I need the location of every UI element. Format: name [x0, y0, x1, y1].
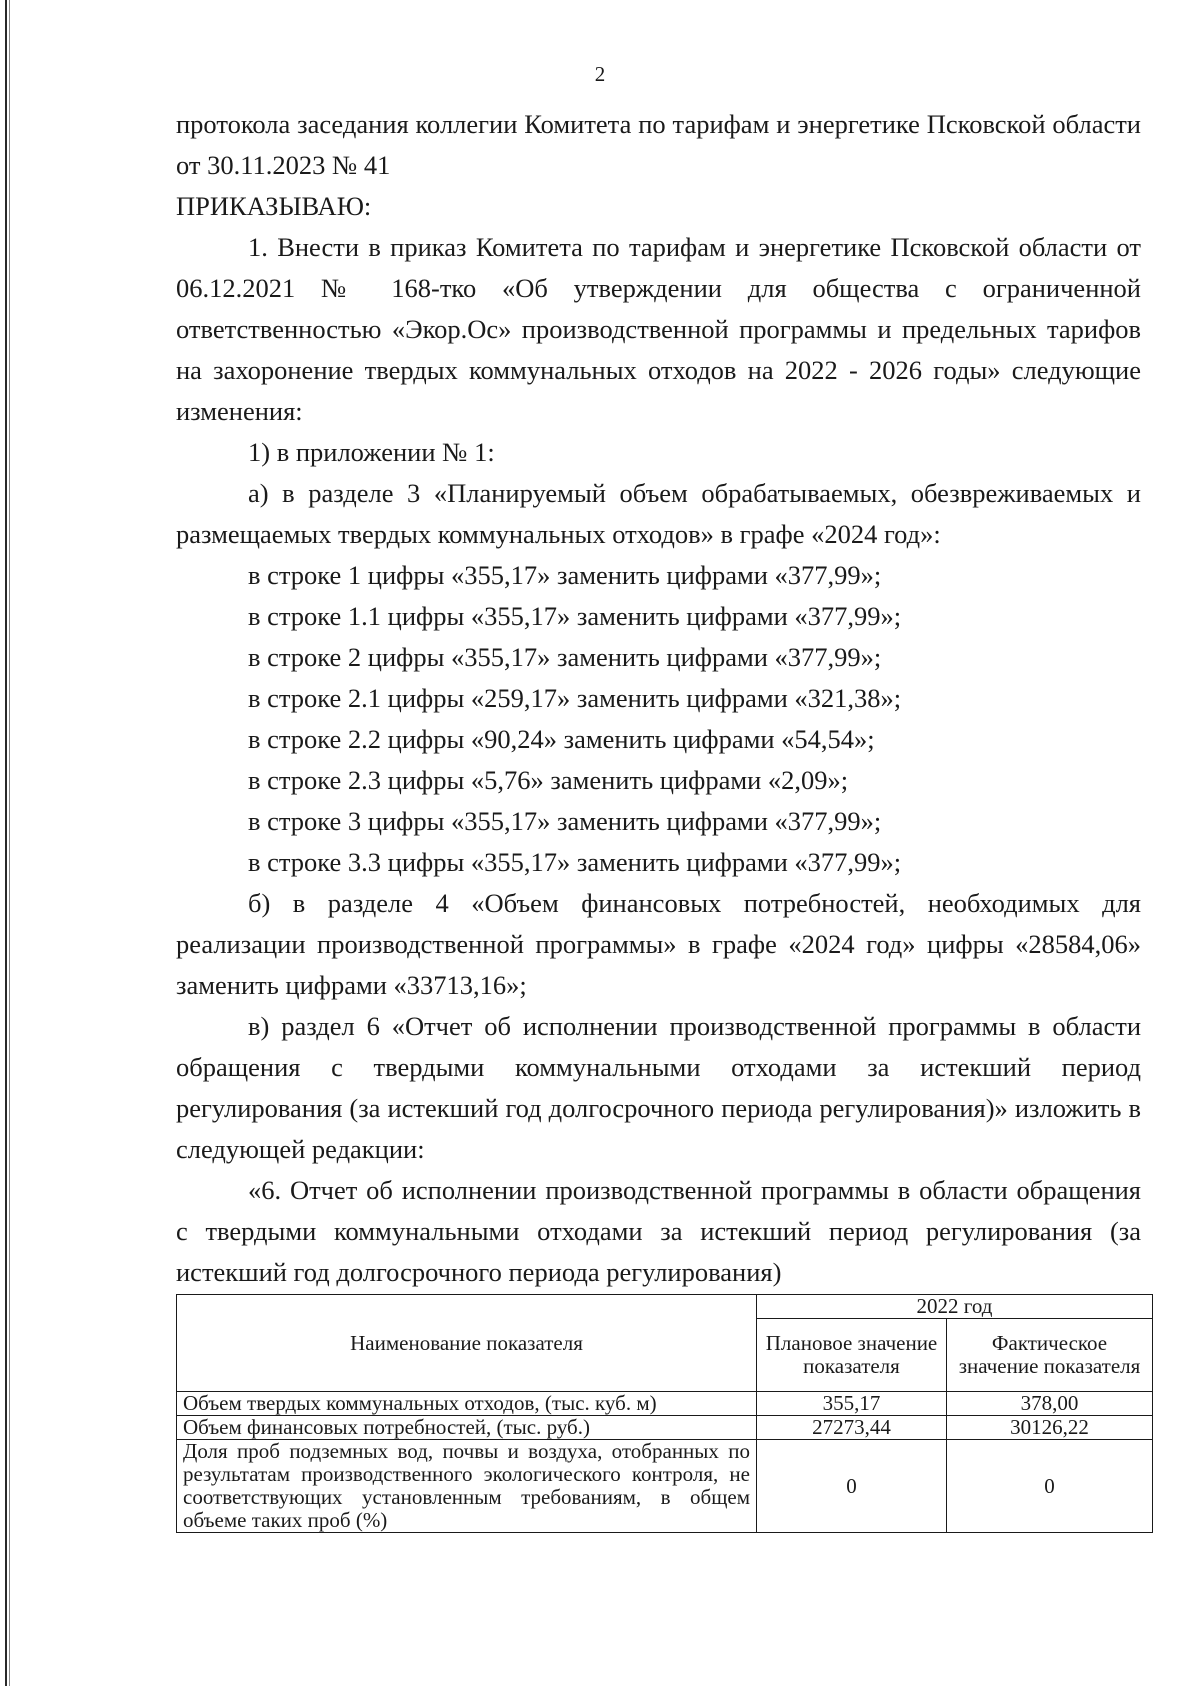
header-year: 2022 год [757, 1295, 1153, 1319]
cell-name: Доля проб подземных вод, почвы и воздуха, отобранных по результатам производственного экологического контроля, не соответствующих установленным требованиям, в общем объеме таких проб (%) [177, 1440, 757, 1533]
paragraph-subitem-v: в) раздел 6 «Отчет об исполнении производственной программы в области обращения с твердыми коммунальными отходами за истекший период регулирования (за истекший год долгосрочного периода регулирования)» изложить в следующей редакции: [176, 1011, 1141, 1164]
header-indicator-name: Наименование показателя [177, 1295, 757, 1392]
cell-name: Объем финансовых потребностей, (тыс. руб.) [177, 1416, 757, 1440]
cell-fact: 0 [947, 1440, 1153, 1533]
cell-plan: 0 [757, 1440, 947, 1533]
paragraph-subitem-1: 1) в приложении № 1: [248, 437, 495, 467]
cell-fact: 378,00 [947, 1392, 1153, 1416]
cell-name: Объем твердых коммунальных отходов, (тыс. куб. м) [177, 1392, 757, 1416]
paragraph-subitem-b: б) в разделе 4 «Объем финансовых потребностей, необходимых для реализации производственной программы» в графе «2024 год» цифры «28584,06» заменить цифрами «33713,16»; [176, 888, 1141, 1000]
page-number: 2 [594, 62, 606, 86]
paragraph-intro: протокола заседания коллегии Комитета по тарифам и энергетике Псковской области от 30.11.2023 № 41 [176, 109, 1141, 180]
table-row [177, 1416, 1153, 1440]
replacement-line: в строке 3.3 цифры «355,17» заменить цифрами «377,99»; [248, 847, 902, 877]
paragraph-order: ПРИКАЗЫВАЮ: [176, 191, 372, 221]
section-6-heading: «6. Отчет об исполнении производственной программы в области обращения с твердыми коммунальными отходами за истекший период регулирования (за истекший год долгосрочного периода регулирования) [176, 1175, 1141, 1287]
table-row [177, 1392, 1153, 1416]
cell-fact: 30126,22 [947, 1416, 1153, 1440]
paragraph-item-1: 1. Внести в приказ Комитета по тарифам и энергетике Псковской области от 06.12.2021 № 168-тко «Об утверждении для общества с ограниченной ответственностью «Экор.Ос» производственной программы и предельных тарифов на захоронение твердых коммунальных отходов на 2022 - 2026 годы» следующие изменения: [176, 232, 1141, 426]
replacement-line: в строке 2.1 цифры «259,17» заменить цифрами «321,38»; [248, 683, 902, 713]
replacement-line: в строке 2.2 цифры «90,24» заменить цифрами «54,54»; [248, 724, 875, 754]
cell-plan: 27273,44 [757, 1416, 947, 1440]
replacement-line: в строке 2.3 цифры «5,76» заменить цифрами «2,09»; [248, 765, 849, 795]
scan-edge [0, 0, 14, 1686]
replacement-line: в строке 3 цифры «355,17» заменить цифрами «377,99»; [248, 806, 882, 836]
report-table [176, 1294, 1153, 1533]
replacement-line: в строке 1 цифры «355,17» заменить цифрами «377,99»; [248, 560, 882, 590]
paragraph-subitem-a: а) в разделе 3 «Планируемый объем обрабатываемых, обезвреживаемых и размещаемых твердых коммунальных отходов» в графе «2024 год»: [176, 478, 1141, 549]
header-fact: Фактическое значение показателя [947, 1319, 1153, 1392]
document-body [176, 104, 1141, 1293]
replacement-line: в строке 1.1 цифры «355,17» заменить цифрами «377,99»; [248, 601, 902, 631]
table-header-row [177, 1295, 1153, 1319]
table-row [177, 1440, 1153, 1533]
replacement-line: в строке 2 цифры «355,17» заменить цифрами «377,99»; [248, 642, 882, 672]
cell-plan: 355,17 [757, 1392, 947, 1416]
header-plan: Плановое значение показателя [757, 1319, 947, 1392]
